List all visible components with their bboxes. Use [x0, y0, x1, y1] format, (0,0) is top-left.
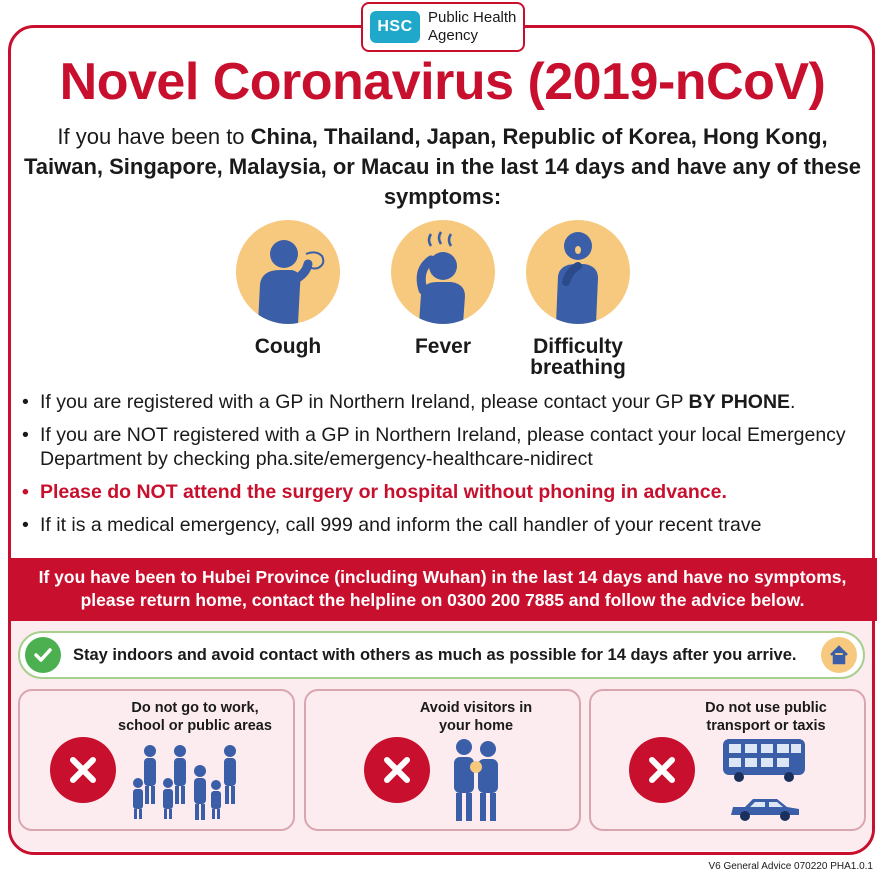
breathing-person-icon	[526, 220, 630, 324]
card-text: Do not use public transport or taxis	[705, 700, 827, 734]
intro-countries: China, Thailand, Japan, Republic of Korea, Hong Kong, Taiwan, Singapore, Malaysia, or Macau in the last 14 days and have any of these symptoms:	[23, 124, 862, 209]
card-no-work	[18, 689, 295, 831]
advice-item-1-bold: BY PHONE	[688, 391, 791, 413]
cross-icon	[629, 737, 695, 803]
logo-text	[428, 9, 516, 45]
symptom-label-breathing: Difficulty breathing	[530, 335, 626, 379]
advice-item-2-text: If you are NOT registered with a GP in Northern Ireland, please contact your local Emergency Department by checking pha.site/emergency-healthcare-nidirect	[40, 424, 846, 470]
symptom-label-cough: Cough	[254, 335, 322, 358]
cough-person-icon	[236, 220, 340, 324]
page-title: Novel Coronavirus (2019-nCoV)	[59, 53, 826, 111]
hsc-logo-badge: HSC	[370, 11, 420, 43]
hubei-notice-band	[8, 558, 877, 621]
card-no-transport	[589, 689, 866, 831]
home-icon	[821, 637, 857, 673]
card-no-visitors	[304, 689, 581, 831]
family-icon	[446, 737, 506, 825]
advice-list	[22, 390, 872, 546]
band-line-1: If you have been to Hubei Province (including Wuhan) in the last 14 days and have no symptoms,	[38, 567, 847, 587]
fever-person-icon	[391, 220, 495, 324]
advice-item-warning: • Please do NOT attend the surgery or hospital without phoning in advance.	[22, 481, 727, 503]
advice-item: • If you are registered with a GP in Northern Ireland, please contact your GP BY PHONE.	[22, 391, 796, 413]
stay-indoors-banner	[18, 631, 865, 679]
crowd-icon	[130, 743, 250, 821]
cross-icon	[364, 737, 430, 803]
advice-item-1-text: If you are registered with a GP in Northern Ireland, please contact your GP	[40, 391, 689, 413]
advice-item: • If you are NOT registered with a GP in Northern Ireland, please contact your local Emergency Department by checking pha.site/emergency-healthcare-nidirect	[22, 424, 846, 470]
advice-item-3-text: Please do NOT attend the surgery or hospital without phoning in advance.	[40, 481, 727, 503]
symptom-breathing	[508, 220, 648, 378]
car-icon	[727, 795, 803, 823]
band-line-2: please return home, contact the helpline on 0300 200 7885 and follow the advice below.	[80, 590, 805, 610]
logo-line-2: Agency	[428, 27, 479, 44]
card-text: Avoid visitors in your home	[419, 700, 533, 734]
card-text: Do not go to work, school or public areas	[118, 700, 272, 734]
symptom-cough	[218, 220, 358, 357]
pha-logo	[361, 2, 525, 52]
stay-indoors-text: Stay indoors and avoid contact with others as much as possible for 14 days after you arrive.	[73, 645, 797, 664]
cross-icon	[50, 737, 116, 803]
advice-item-4-text: If it is a medical emergency, call 999 and inform the call handler of your recent trave	[40, 514, 762, 536]
intro-prefix: If you have been to	[57, 124, 251, 149]
intro-text	[20, 122, 865, 212]
bus-icon	[721, 737, 811, 783]
symptom-label-fever: Fever	[414, 335, 472, 358]
footer-version: V6 General Advice 070220 PHA1.0.1	[708, 861, 873, 872]
logo-line-1: Public Health	[428, 9, 517, 26]
check-icon	[25, 637, 61, 673]
advice-item: • If it is a medical emergency, call 999 and inform the call handler of your recent trave	[22, 514, 762, 536]
symptom-fever	[373, 220, 513, 357]
